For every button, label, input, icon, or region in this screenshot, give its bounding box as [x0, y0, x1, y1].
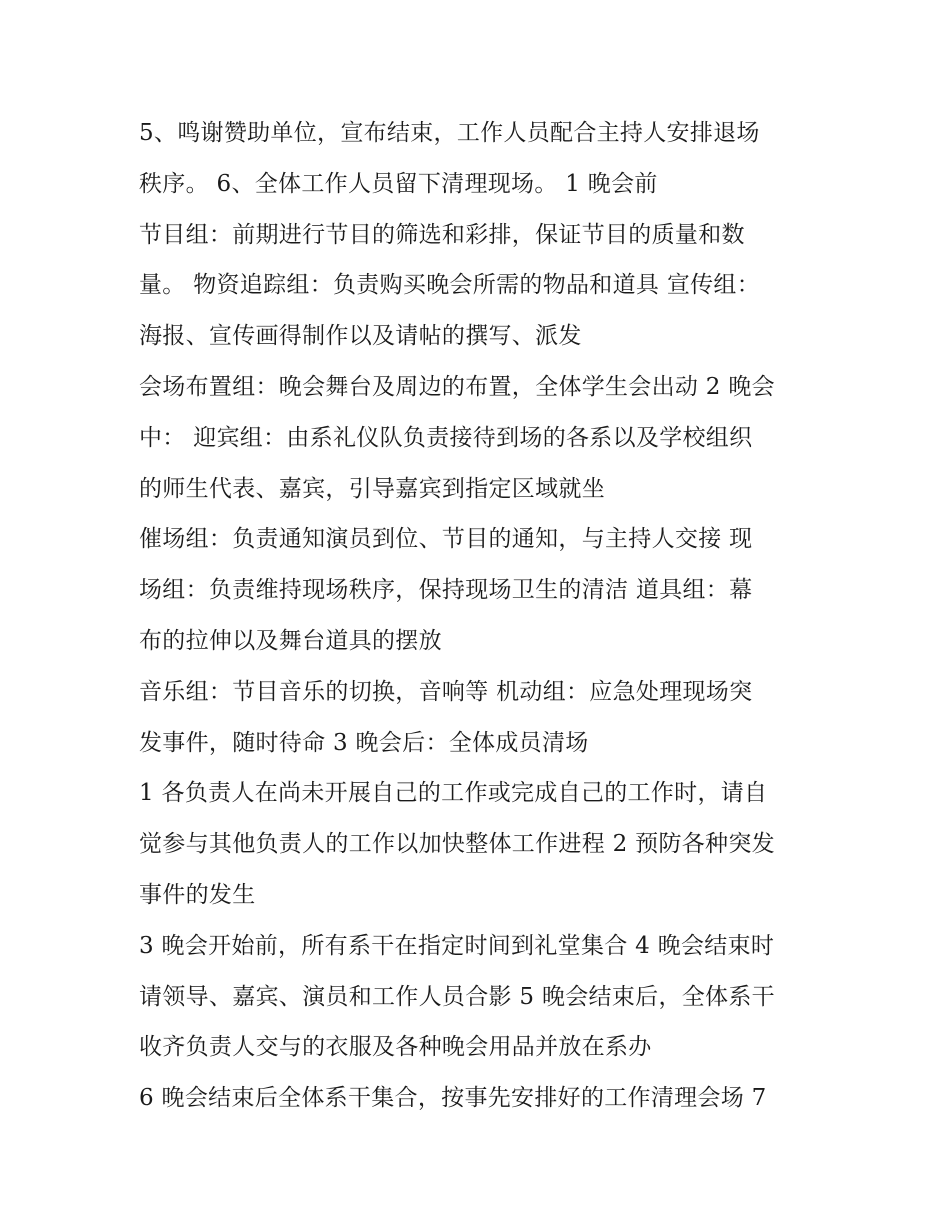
- text-line: 催场组：负责通知演员到位、节目的通知，与主持人交接 现: [139, 526, 753, 553]
- text-line: 事件的发生: [139, 881, 256, 908]
- text-line: 请领导、嘉宾、演员和工作人员合影 5 晚会结束后，全体系干: [139, 983, 775, 1010]
- text-line: 发事件，随时待命 3 晚会后：全体成员清场: [139, 729, 589, 756]
- text-line: 6 晚会结束后全体系干集合，按事先安排好的工作清理会场 7: [139, 1085, 767, 1112]
- text-line: 的师生代表、嘉宾，引导嘉宾到指定区域就坐: [139, 475, 605, 502]
- text-line: 秩序。 6、全体工作人员留下清理现场。 1 晚会前: [139, 170, 658, 197]
- text-line: 海报、宣传画得制作以及请帖的撰写、派发: [139, 323, 582, 350]
- text-line: 场组：负责维持现场秩序，保持现场卫生的清洁 道具组：幕: [139, 577, 753, 604]
- document-body: [139, 108, 839, 1124]
- text-line: 布的拉伸以及舞台道具的摆放: [139, 627, 442, 654]
- text-line: 5、鸣谢赞助单位，宣布结束，工作人员配合主持人安排退场: [139, 120, 760, 146]
- text-line: 节目组：前期进行节目的筛选和彩排，保证节目的质量和数: [139, 221, 745, 248]
- text-line: 中： 迎宾组：由系礼仪队负责接待到场的各系以及学校组织: [139, 424, 753, 451]
- text-line: 会场布置组：晚会舞台及周边的布置，全体学生会出动 2 晚会: [139, 373, 775, 400]
- text-line: 收齐负责人交与的衣服及各种晚会用品并放在系办: [139, 1034, 652, 1061]
- text-line: 3 晚会开始前，所有系干在指定时间到礼堂集合 4 晚会结束时: [139, 932, 775, 959]
- text-line: 量。 物资追踪组：负责购买晚会所需的物品和道具 宣传组：: [139, 272, 761, 299]
- text-line: 1 各负责人在尚未开展自己的工作或完成自己的工作时，请自: [139, 780, 768, 807]
- text-line: 觉参与其他负责人的工作以加快整体工作进程 2 预防各种突发: [139, 831, 775, 858]
- text-line: 音乐组：节目音乐的切换，音响等 机动组：应急处理现场突: [139, 678, 753, 705]
